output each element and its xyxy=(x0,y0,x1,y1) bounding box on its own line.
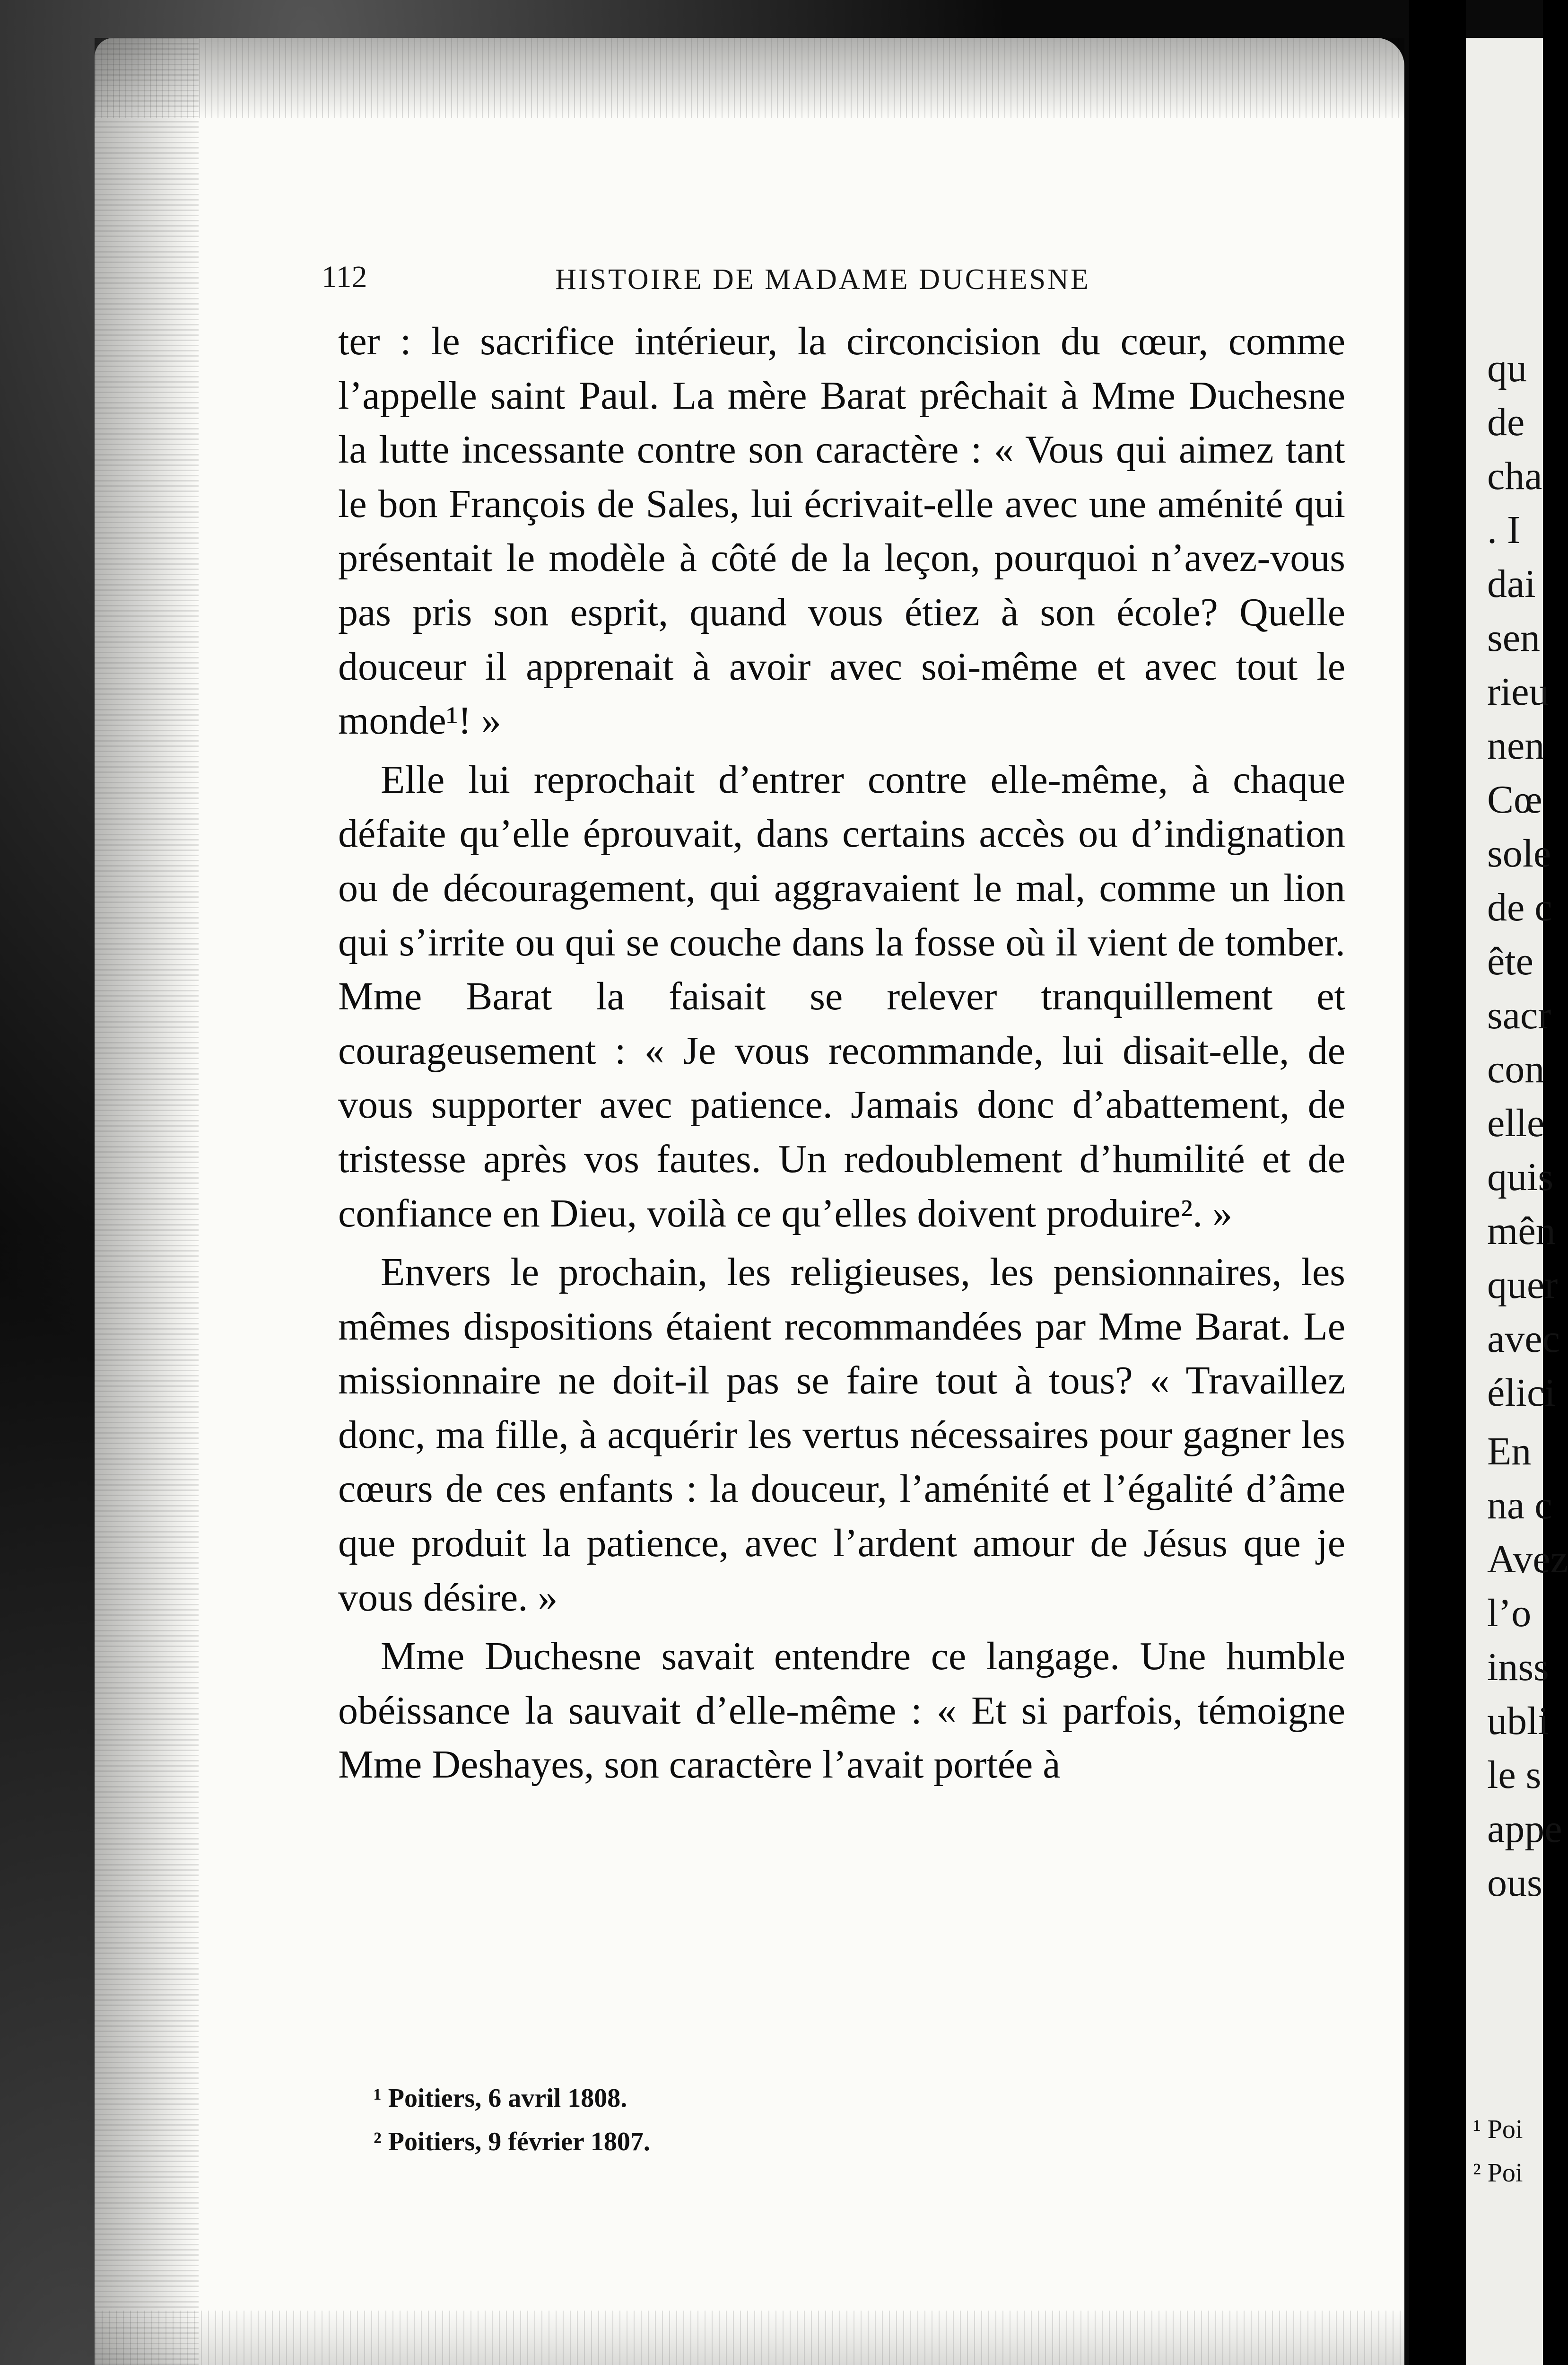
facing-line: dai xyxy=(1487,562,1536,606)
facing-line: de xyxy=(1487,400,1525,444)
facing-line: elle xyxy=(1487,1101,1545,1145)
facing-line: l’o xyxy=(1487,1591,1532,1635)
facing-line: Cœ xyxy=(1487,778,1542,822)
facing-line: sacr xyxy=(1487,993,1551,1037)
facing-line: appe xyxy=(1487,1807,1562,1851)
paragraph-1: ter : le sacrifice intérieur, la circoncision du cœur, comme l’appelle saint Paul. La mère Barat prêchait à Mme Duchesne la lutte incessante contre son caractère : « Vous qui aimez tant le bon François de Sales, lui écrivait-elle avec une aménité qui présentait le modèle à côté de la leçon, pourquoi n’avez-vous pas pris son esprit, quand vous étiez à son école? Quelle douceur il apprenait à avoir avec soi-même et avec tout le monde¹! » xyxy=(338,319,1345,743)
page-header xyxy=(322,259,1324,302)
running-head: HISTOIRE DE MADAME DUCHESNE xyxy=(555,263,1090,296)
facing-line: inss xyxy=(1487,1645,1549,1689)
footnotes xyxy=(374,2076,1272,2164)
facing-line: ubli xyxy=(1487,1699,1549,1743)
body-text xyxy=(338,315,1345,1792)
facing-line: de c xyxy=(1487,885,1552,929)
page-number: 112 xyxy=(322,260,367,294)
facing-line: ête xyxy=(1487,939,1533,983)
facing-line: na c xyxy=(1487,1483,1552,1527)
paragraph-4: Mme Duchesne savait entendre ce langage. Une humble obéissance la sauvait d’elle-même : « Et si parfois, témoigne Mme Deshayes, son caractère l’avait portée à xyxy=(338,1634,1345,1787)
paragraph-3: Envers le prochain, les religieuses, les pensionnaires, les mêmes dispositions étaient recommandées par Mme Barat. Le missionnaire ne doit-il pas se faire tout à tous? « Travaillez donc, ma fille, à acquérir les vertus nécessaires pour gagner les cœurs de ces enfants : la douceur, l’aménité et l’égalité d’âme que produit la patience, avec l’ardent amour de Jésus que je vous désire. » xyxy=(338,1250,1345,1620)
facing-line: rieu xyxy=(1487,670,1549,714)
facing-line: mên xyxy=(1487,1209,1556,1253)
facing-line: avec xyxy=(1487,1317,1560,1361)
facing-line: le s xyxy=(1487,1753,1542,1797)
facing-footnote: ² Poi xyxy=(1473,2158,1523,2188)
facing-line: sen xyxy=(1487,616,1540,660)
facing-line: qu xyxy=(1487,346,1527,390)
facing-line: con xyxy=(1487,1047,1545,1091)
facing-line: cha xyxy=(1487,454,1542,498)
facing-page xyxy=(1466,38,1568,2365)
footnote-2: ² Poitiers, 9 février 1807. xyxy=(374,2127,650,2156)
facing-line: Avez xyxy=(1487,1537,1568,1581)
paragraph-2: Elle lui reprochait d’entrer contre elle-même, à chaque défaite qu’elle éprouvait, dans certains accès ou d’indignation ou de découragement, qui aggravaient le mal, comme un lion qui s’irrite ou qui se couche dans la fosse où il vient de tomber. Mme Barat la faisait se relever tranquillement et courageusement : « Je vous recommande, lui disait-elle, de vous supporter avec patience. Jamais donc d’abattement, de tristesse après vos fautes. Un redoublement d’humilité et de confiance en Dieu, voilà ce qu’elles doivent produire². » xyxy=(338,757,1345,1235)
book-gutter xyxy=(1409,0,1466,2365)
facing-line: sole xyxy=(1487,832,1551,876)
footnote-1: ¹ Poitiers, 6 avril 1808. xyxy=(374,2084,627,2113)
facing-line: élici xyxy=(1487,1371,1556,1415)
facing-line: En xyxy=(1487,1429,1532,1473)
facing-line: ous xyxy=(1487,1861,1542,1905)
scan-noise xyxy=(95,2311,1404,2365)
facing-line: . I xyxy=(1487,508,1520,552)
facing-line: nen xyxy=(1487,724,1545,768)
facing-line: quer xyxy=(1487,1263,1558,1307)
facing-footnote: ¹ Poi xyxy=(1473,2115,1523,2144)
facing-line: quis xyxy=(1487,1155,1554,1199)
